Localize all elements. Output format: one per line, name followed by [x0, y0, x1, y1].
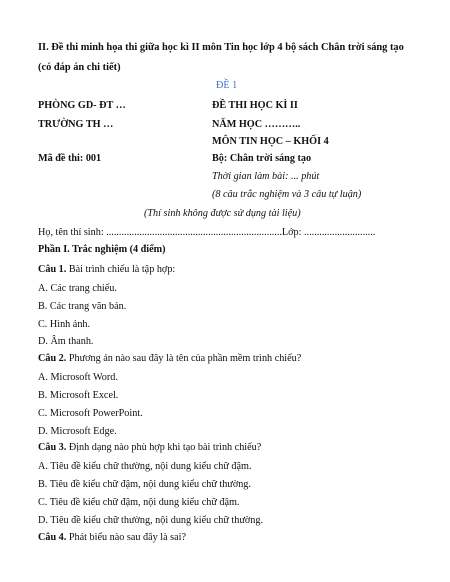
- question-3-label: Câu 3.: [38, 442, 67, 453]
- question-1-label: Câu 1.: [38, 264, 67, 275]
- question-1-option-d: D. Âm thanh.: [38, 336, 94, 347]
- exam-number: ĐỀ 1: [216, 80, 238, 91]
- exam-code: Mã đề thi: 001: [38, 153, 102, 164]
- question-2-label: Câu 2.: [38, 353, 67, 364]
- question-1-text: Bài trình chiếu là tập hợp:: [66, 264, 176, 275]
- school-label: TRƯỜNG TH …: [38, 119, 114, 130]
- exam-title: ĐỀ THI HỌC KÌ II: [212, 100, 298, 111]
- school-year: NĂM HỌC ………..: [212, 119, 301, 130]
- question-1-option-a: A. Các trang chiếu.: [38, 283, 117, 294]
- doc-title-line2: (có đáp án chi tiết): [38, 62, 121, 73]
- question-4-label: Câu 4.: [38, 532, 67, 543]
- question-3-option-c: C. Tiêu đề kiểu chữ đậm, nội dung kiểu chữ đậm.: [38, 497, 240, 508]
- part1-heading: Phần I. Trắc nghiệm (4 điểm): [38, 244, 166, 255]
- question-3: [38, 442, 261, 455]
- question-1-option-c: C. Hình ảnh.: [38, 319, 91, 330]
- subject-grade: MÔN TIN HỌC – KHỐI 4: [212, 136, 329, 147]
- student-info-line: Họ, tên thí sinh: .....................................................................Lớp: ............................: [38, 227, 376, 238]
- materials-note: (Thí sinh không được sử dụng tài liệu): [144, 208, 301, 219]
- question-2-option-c: C. Microsoft PowerPoint.: [38, 408, 143, 419]
- question-count: (8 câu trắc nghiệm và 3 câu tự luận): [212, 189, 362, 200]
- question-3-text: Định dạng nào phù hợp khi tạo bài trình chiếu?: [66, 442, 262, 453]
- question-3-option-a: A. Tiêu đề kiểu chữ thường, nội dung kiểu chữ đậm.: [38, 461, 252, 472]
- doc-title-line1: II. Đề thi minh họa thi giữa học kì II môn Tin học lớp 4 bộ sách Chân trời sáng tạo: [38, 42, 404, 53]
- question-1-option-b: B. Các trang văn bản.: [38, 301, 127, 312]
- question-2-option-a: A. Microsoft Word.: [38, 372, 118, 383]
- question-2: [38, 353, 301, 366]
- department-label: PHÒNG GD- ĐT …: [38, 100, 126, 111]
- question-4-text: Phát biểu nào sau đây là sai?: [66, 532, 186, 543]
- question-2-option-d: D. Microsoft Edge.: [38, 426, 117, 437]
- question-4: [38, 532, 186, 545]
- question-3-option-b: B. Tiêu đề kiểu chữ đậm, nội dung kiểu chữ thường.: [38, 479, 251, 490]
- exam-duration: Thời gian làm bài: ... phút: [212, 171, 320, 182]
- question-1: [38, 264, 175, 277]
- book-series: Bộ: Chân trời sáng tạo: [212, 153, 312, 164]
- question-2-text: Phương án nào sau đây là tên của phần mềm trình chiếu?: [66, 353, 302, 364]
- question-3-option-d: D. Tiêu đề kiểu chữ thường, nội dung kiểu chữ thường.: [38, 515, 263, 526]
- question-2-option-b: B. Microsoft Excel.: [38, 390, 119, 401]
